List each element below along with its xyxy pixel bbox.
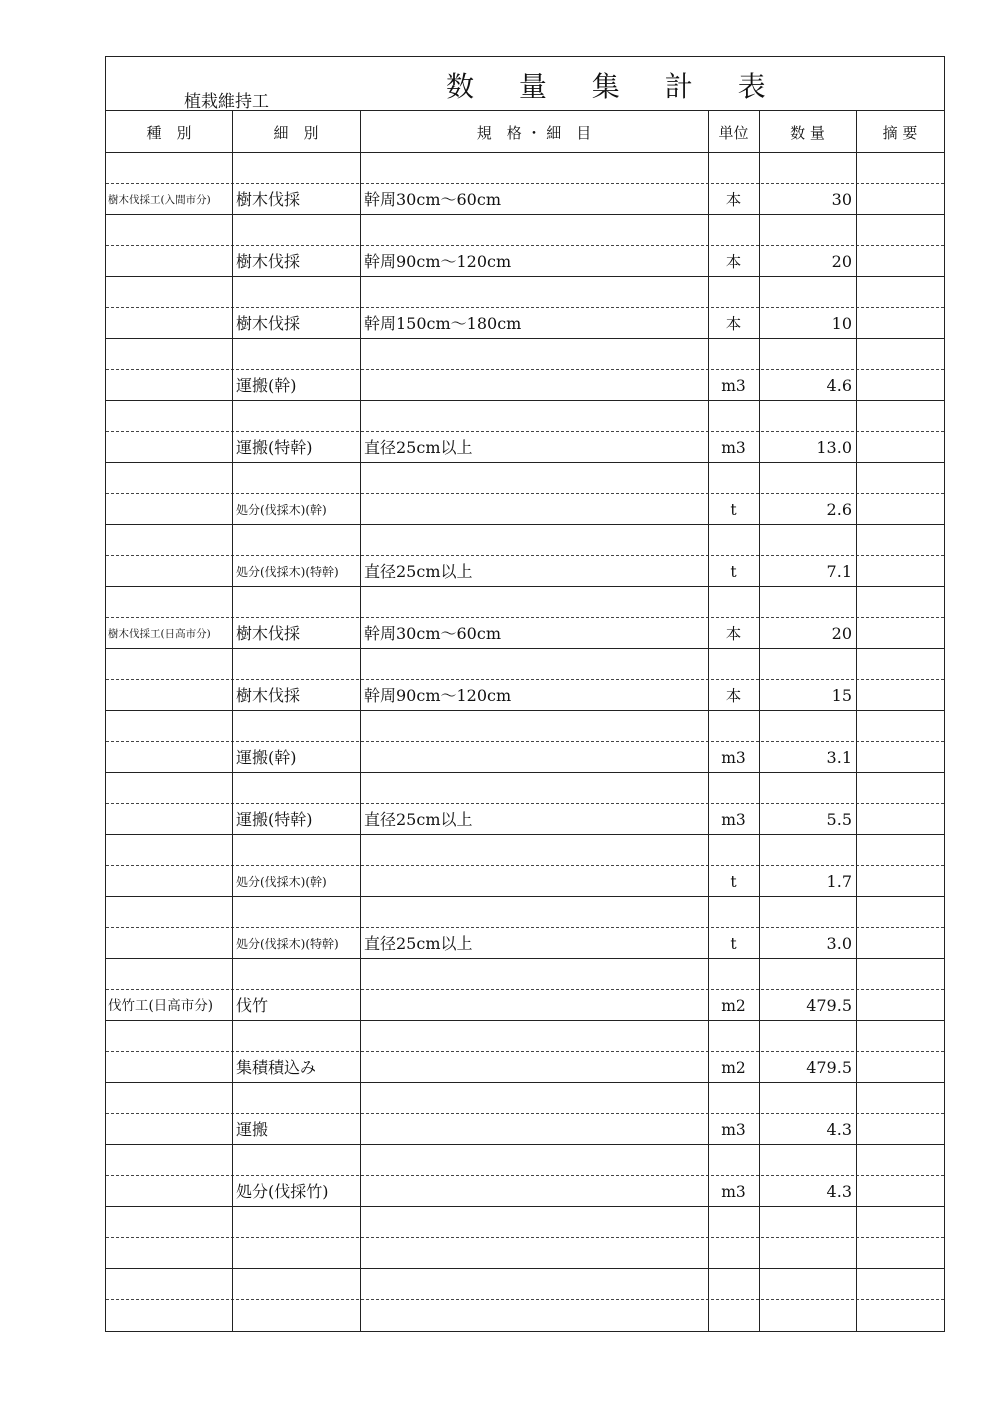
quantity-cell: 2.6 [826,500,852,519]
column-divider [856,111,857,1331]
unit-cell: t [730,563,737,581]
unit-cell: t [730,873,737,891]
spec-cell: 幹周30cm～60cm [364,190,501,209]
spec-cell: 幹周90cm～120cm [364,686,512,705]
unit-cell: 本 [725,253,742,271]
unit-cell: 本 [725,687,742,705]
kind-cell [106,1300,232,1331]
kind-cell [106,928,232,959]
detail-cell: 運搬(特幹) [236,438,313,457]
note-cell [856,494,944,525]
quantity-cell [759,1238,856,1269]
detail-cell: 樹木伐採 [236,252,301,271]
detail-cell: 樹木伐採 [236,686,301,705]
unit-cell [708,1300,759,1331]
detail-cell [232,1238,360,1269]
kind-cell [106,866,232,897]
detail-cell: 集積積込み [236,1058,317,1077]
kind-cell [106,742,232,773]
quantity-cell: 3.0 [826,934,852,953]
quantity-cell [759,1300,856,1331]
note-cell [856,804,944,835]
column-divider [360,111,361,1331]
spec-cell: 直径25cm以上 [364,934,473,953]
quantity-cell: 1.7 [826,872,852,891]
detail-cell: 伐竹 [236,996,269,1015]
quantity-cell: 4.3 [826,1120,852,1139]
spec-cell [360,1114,708,1145]
detail-cell: 処分(伐採木)(幹) [236,875,327,889]
note-cell [856,246,944,277]
header-detail: 細 別 [273,124,319,142]
detail-cell: 処分(伐採竹) [236,1182,329,1201]
spec-cell: 直径25cm以上 [364,810,473,829]
quantity-cell: 13.0 [816,438,852,457]
note-cell [856,556,944,587]
unit-cell: m3 [721,1121,746,1139]
note-cell [856,618,944,649]
note-cell [856,1114,944,1145]
spec-cell: 幹周90cm～120cm [364,252,512,271]
kind-cell [106,494,232,525]
spec-cell: 幹周150cm～180cm [364,314,522,333]
kind-cell [106,1176,232,1207]
kind-cell [106,680,232,711]
kind-cell [106,246,232,277]
note-cell [856,432,944,463]
kind-cell [106,804,232,835]
note-cell [856,742,944,773]
unit-cell: t [730,501,737,519]
unit-cell: t [730,935,737,953]
note-cell [856,308,944,339]
note-cell [856,990,944,1021]
spec-cell: 直径25cm以上 [364,562,473,581]
header-kind: 種 別 [146,124,192,142]
spec-cell [360,370,708,401]
quantity-cell: 20 [831,624,852,643]
spec-cell: 直径25cm以上 [364,438,473,457]
kind-cell [106,370,232,401]
kind-cell [106,1052,232,1083]
quantity-cell: 479.5 [806,996,852,1015]
unit-cell: m3 [721,749,746,767]
spec-cell [360,494,708,525]
quantity-cell: 479.5 [806,1058,852,1077]
kind-cell [106,308,232,339]
column-divider [708,111,709,1331]
unit-cell: m3 [721,811,746,829]
unit-cell: 本 [725,315,742,333]
quantity-cell: 15 [831,686,852,705]
spec-cell [360,1052,708,1083]
kind-cell: 伐竹工(日高市分) [108,998,214,1014]
quantity-cell: 7.1 [826,562,852,581]
column-divider [232,111,233,1331]
quantity-cell: 20 [831,252,852,271]
unit-cell: m3 [721,439,746,457]
note-cell [856,370,944,401]
title-row [106,57,944,111]
note-cell [856,928,944,959]
spec-cell [360,990,708,1021]
note-cell [856,1238,944,1269]
detail-cell: 処分(伐採木)(特幹) [236,937,339,951]
quantity-cell: 3.1 [826,748,852,767]
note-cell [856,1052,944,1083]
spec-cell [360,1300,708,1331]
detail-cell: 樹木伐採 [236,624,301,643]
unit-cell: 本 [725,191,742,209]
spec-cell [360,742,708,773]
detail-cell: 処分(伐採木)(特幹) [236,565,339,579]
detail-cell: 運搬(幹) [236,376,297,395]
kind-cell [106,1238,232,1269]
header-note: 摘 要 [882,124,918,142]
unit-cell [708,1238,759,1269]
kind-cell [106,556,232,587]
unit-cell: 本 [725,625,742,643]
quantity-cell: 10 [831,314,852,333]
kind-cell: 樹木伐採工(入間市分) [108,194,211,206]
detail-cell: 樹木伐採 [236,190,301,209]
unit-cell: m3 [721,1183,746,1201]
header-spec: 規 格 ・ 細 目 [476,124,592,142]
document-title: 数 量 集 計 表 [446,70,784,103]
note-cell [856,680,944,711]
note-cell [856,1176,944,1207]
detail-cell [232,1300,360,1331]
quantity-summary-sheet [105,56,945,1332]
quantity-cell: 4.3 [826,1182,852,1201]
quantity-cell: 5.5 [826,810,852,829]
spec-cell: 幹周30cm～60cm [364,624,501,643]
unit-cell: m3 [721,377,746,395]
column-divider [759,111,760,1331]
quantity-cell: 30 [831,190,852,209]
spec-cell [360,1238,708,1269]
note-cell [856,1300,944,1331]
unit-cell: m2 [721,1059,746,1077]
spec-cell [360,1176,708,1207]
detail-cell: 運搬(特幹) [236,810,313,829]
kind-cell [106,432,232,463]
kind-cell [106,1114,232,1145]
unit-cell: m2 [721,997,746,1015]
detail-cell: 運搬 [236,1120,269,1139]
kind-cell: 樹木伐採工(日高市分) [108,628,211,640]
detail-cell: 樹木伐採 [236,314,301,333]
note-cell [856,866,944,897]
section-name: 植栽維持工 [184,92,269,112]
note-cell [856,184,944,215]
detail-cell: 処分(伐採木)(幹) [236,503,327,517]
header-qty: 数 量 [790,124,825,142]
header-unit: 単位 [718,124,749,142]
detail-cell: 運搬(幹) [236,748,297,767]
quantity-cell: 4.6 [826,376,852,395]
spec-cell [360,866,708,897]
